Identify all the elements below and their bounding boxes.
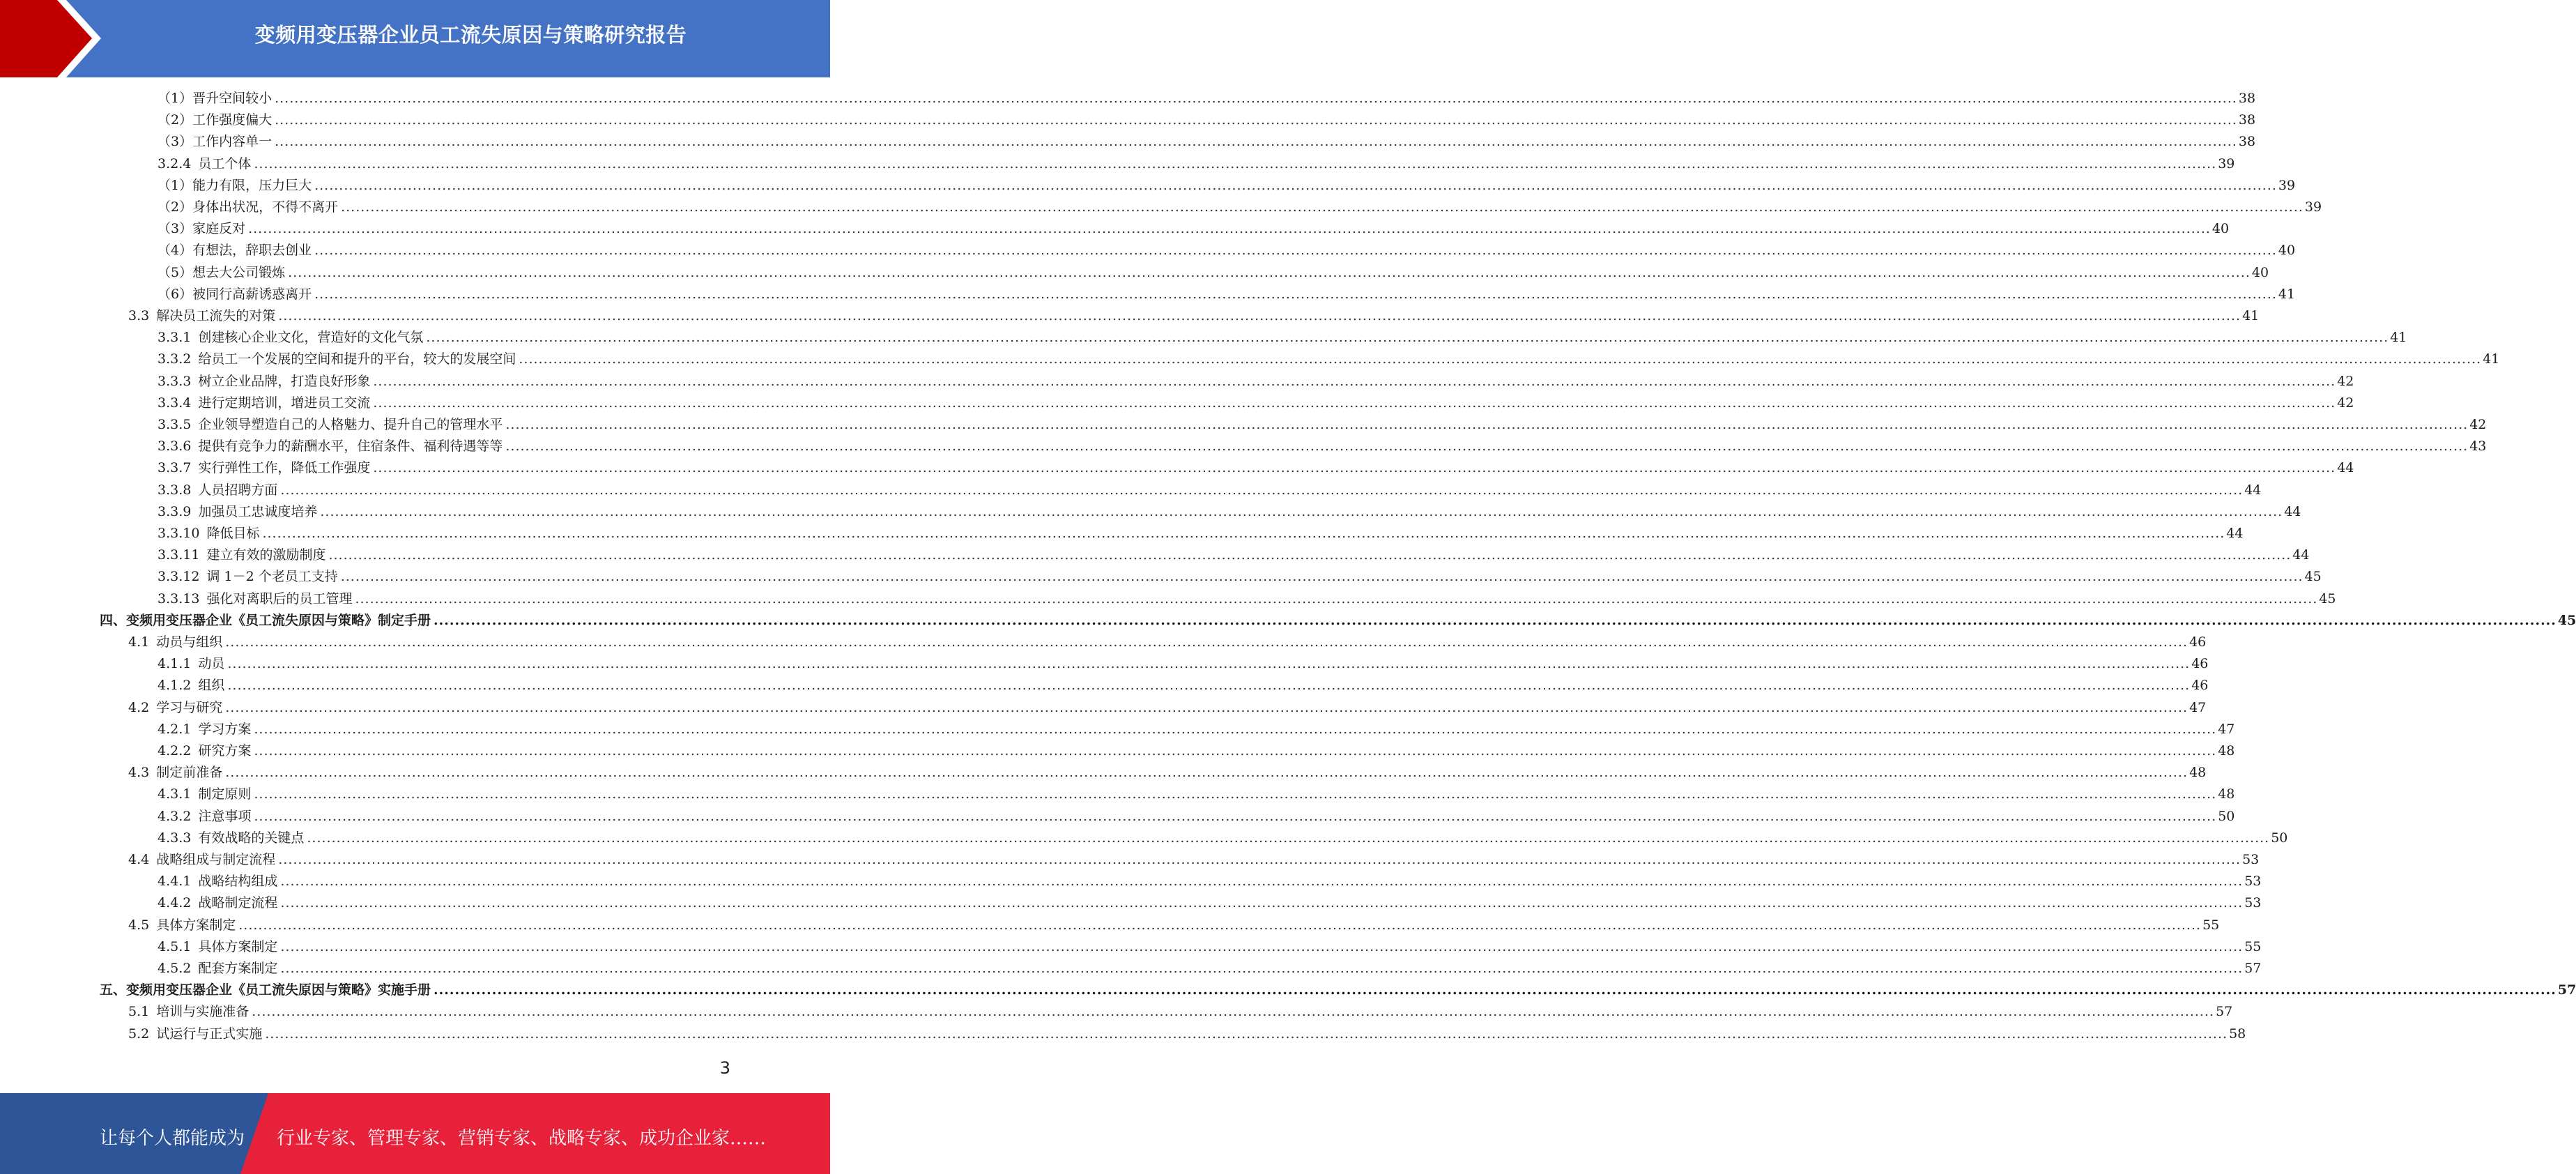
toc-entry[interactable] <box>100 980 2576 1000</box>
toc-entry[interactable] <box>128 850 2260 869</box>
toc-entry[interactable] <box>158 567 2322 586</box>
toc-entry-number: 4.3.2 <box>158 808 192 824</box>
toc-entry[interactable] <box>158 328 2407 347</box>
toc-entry[interactable] <box>158 480 2262 500</box>
toc-dot-leader: ................................................................................................................................................................................................................................................................................................................................................................................................................ <box>225 765 2188 781</box>
toc-entry-number: 3.3.2 <box>158 351 192 367</box>
toc-dot-leader: ................................................................................................................................................................................................................................................................................................................................................................................................................ <box>434 612 2556 628</box>
toc-entry-title: （2）身体出状况，不得不离开 <box>158 199 339 215</box>
toc-entry-number: 3.3.1 <box>158 330 192 346</box>
toc-entry-title: 解决员工流失的对策 <box>156 308 276 323</box>
toc-entry[interactable] <box>158 263 2269 282</box>
toc-entry-number: 4.5 <box>128 917 150 933</box>
toc-entry[interactable] <box>158 132 2256 151</box>
toc-entry-title: 动员 <box>198 656 225 672</box>
toc-entry-number: 3.3 <box>128 308 150 323</box>
toc-entry-page: 40 <box>2251 264 2269 280</box>
toc-entry-title: 加强员工忠诚度培养 <box>198 503 318 519</box>
toc-entry-number: 4.4.2 <box>158 895 192 911</box>
toc-entry-page: 39 <box>2278 177 2296 193</box>
toc-dot-leader: ................................................................................................................................................................................................................................................................................................................................................................................................................ <box>328 547 2292 563</box>
toc-entry-title: 强化对离职后的员工管理 <box>206 590 353 607</box>
toc-entry-title: （3）工作内容单一 <box>158 134 273 150</box>
toc-dot-leader: ................................................................................................................................................................................................................................................................................................................................................................................................................ <box>314 243 2277 259</box>
toc-entry-number: 3.3.6 <box>158 439 192 455</box>
toc-dot-leader: ................................................................................................................................................................................................................................................................................................................................................................................................................ <box>280 482 2244 498</box>
toc-entry[interactable] <box>158 741 2235 761</box>
toc-entry[interactable] <box>158 372 2354 391</box>
toc-entry-page: 44 <box>2226 526 2244 541</box>
toc-entry-page: 57 <box>2244 961 2262 976</box>
toc-entry-title: 注意事项 <box>198 808 252 824</box>
toc-entry[interactable] <box>158 458 2354 478</box>
toc-dot-leader: ................................................................................................................................................................................................................................................................................................................................................................................................................ <box>227 656 2191 672</box>
toc-entry[interactable] <box>158 589 2336 609</box>
toc-entry-title: 进行定期培训，增进员工交流 <box>198 395 371 411</box>
toc-dot-leader: ................................................................................................................................................................................................................................................................................................................................................................................................................ <box>519 351 2482 367</box>
toc-dot-leader: ................................................................................................................................................................................................................................................................................................................................................................................................................ <box>254 808 2217 824</box>
toc-dot-leader: ................................................................................................................................................................................................................................................................................................................................................................................................................ <box>505 439 2469 455</box>
toc-entry-title: （1）晋升空间较小 <box>158 91 273 106</box>
toc-entry-number: 4.2 <box>128 699 150 715</box>
toc-entry-title: 人员招聘方面 <box>198 482 278 498</box>
toc-entry-number: 4.2.1 <box>158 721 192 737</box>
toc-entry[interactable] <box>128 632 2207 652</box>
toc-entry[interactable] <box>128 763 2207 782</box>
toc-entry-title: 企业领导塑造自己的人格魅力、提升自己的管理水平 <box>198 417 503 432</box>
toc-entry-page: 47 <box>2218 721 2235 737</box>
toc-entry-page: 53 <box>2242 852 2260 867</box>
toc-entry-page: 50 <box>2218 808 2235 824</box>
toc-entry[interactable] <box>128 1002 2233 1021</box>
toc-entry[interactable] <box>100 611 2576 630</box>
toc-dot-leader: ................................................................................................................................................................................................................................................................................................................................................................................................................ <box>314 286 2277 302</box>
toc-entry[interactable] <box>158 154 2235 174</box>
toc-entry-number: 4.1 <box>128 634 150 650</box>
toc-entry-page: 48 <box>2218 743 2235 758</box>
toc-entry-page: 53 <box>2244 895 2262 911</box>
toc-entry[interactable] <box>158 937 2262 956</box>
toc-entry-title: 战略组成与制定流程 <box>156 852 276 867</box>
toc-entry[interactable] <box>158 110 2256 130</box>
toc-dot-leader: ................................................................................................................................................................................................................................................................................................................................................................................................................ <box>373 373 2336 389</box>
toc-entry[interactable] <box>158 241 2296 260</box>
toc-entry-title: 调 1－2 个老员工支持 <box>206 569 338 585</box>
toc-entry-page: 38 <box>2238 134 2256 150</box>
toc-dot-leader: ................................................................................................................................................................................................................................................................................................................................................................................................................ <box>252 1004 2215 1020</box>
toc-entry-number: 3.3.13 <box>158 590 200 607</box>
toc-entry-title: 四、变频用变压器企业《员工流失原因与策略》制定手册 <box>100 612 431 628</box>
toc-entry-page: 46 <box>2191 678 2209 694</box>
toc-entry[interactable] <box>158 893 2262 913</box>
toc-entry[interactable] <box>158 393 2354 413</box>
toc-entry-title: 配套方案制定 <box>198 961 278 976</box>
toc-dot-leader: ................................................................................................................................................................................................................................................................................................................................................................................................................ <box>280 895 2244 911</box>
toc-entry-page: 44 <box>2244 482 2262 498</box>
toc-entry[interactable] <box>158 828 2288 848</box>
toc-entry-page: 39 <box>2218 155 2235 171</box>
toc-entry[interactable] <box>158 415 2487 434</box>
toc-entry-number: 4.3 <box>128 765 150 781</box>
toc-entry-page: 40 <box>2278 243 2296 259</box>
toc-entry-number: 4.1.2 <box>158 678 192 694</box>
toc-entry[interactable] <box>158 176 2296 195</box>
toc-dot-leader: ................................................................................................................................................................................................................................................................................................................................................................................................................ <box>280 961 2244 976</box>
toc-entry-title: 战略结构组成 <box>198 874 278 890</box>
toc-dot-leader: ................................................................................................................................................................................................................................................................................................................................................................................................................ <box>355 590 2318 607</box>
toc-entry-title: （1）能力有限，压力巨大 <box>158 177 312 193</box>
toc-entry-number: 5.1 <box>128 1004 150 1020</box>
toc-entry-number: 3.3.5 <box>158 417 192 432</box>
toc-entry-title: （2）工作强度偏大 <box>158 112 273 128</box>
toc-entry-page: 42 <box>2469 417 2487 432</box>
toc-entry-page: 44 <box>2337 460 2354 476</box>
toc-entry-title: 具体方案制定 <box>198 938 278 954</box>
toc-entry-page: 45 <box>2319 590 2336 607</box>
toc-entry-title: （6）被同行高薪诱惑离开 <box>158 286 312 302</box>
toc-entry-number: 4.3.1 <box>158 786 192 802</box>
toc-entry-page: 42 <box>2337 373 2354 389</box>
toc-entry[interactable] <box>158 871 2262 891</box>
footer-slogan-left: 让每个人都能成为 <box>100 1128 245 1149</box>
toc-entry-number: 4.2.2 <box>158 743 192 758</box>
toc-dot-leader: ................................................................................................................................................................................................................................................................................................................................................................................................................ <box>307 830 2270 846</box>
toc-dot-leader: ................................................................................................................................................................................................................................................................................................................................................................................................................ <box>320 503 2283 519</box>
toc-entry-page: 50 <box>2271 830 2288 846</box>
toc-entry-title: 降低目标 <box>206 526 260 541</box>
toc-entry-page: 38 <box>2238 112 2256 128</box>
toc-dot-leader: ................................................................................................................................................................................................................................................................................................................................................................................................................ <box>254 721 2217 737</box>
toc-entry-page: 55 <box>2244 938 2262 954</box>
toc-entry-number: 3.2.4 <box>158 155 192 171</box>
toc-entry-title: 创建核心企业文化，营造好的文化气氛 <box>198 330 424 346</box>
toc-entry-number: 3.3.8 <box>158 482 192 498</box>
toc-dot-leader: ................................................................................................................................................................................................................................................................................................................................................................................................................ <box>254 786 2217 802</box>
toc-dot-leader: ................................................................................................................................................................................................................................................................................................................................................................................................................ <box>262 526 2225 541</box>
toc-entry[interactable] <box>158 959 2262 978</box>
toc-entry-title: 实行弹性工作，降低工作强度 <box>198 460 371 476</box>
toc-dot-leader: ................................................................................................................................................................................................................................................................................................................................................................................................................ <box>280 938 2244 954</box>
toc-entry-page: 48 <box>2218 786 2235 802</box>
toc-entry-page: 41 <box>2390 330 2407 346</box>
toc-entry-page: 39 <box>2304 199 2322 215</box>
toc-entry-title: 研究方案 <box>198 743 252 758</box>
toc-entry[interactable] <box>158 654 2209 673</box>
toc-entry-title: 试运行与正式实施 <box>156 1026 263 1042</box>
toc-entry-page: 55 <box>2202 917 2220 933</box>
toc-entry[interactable] <box>158 676 2209 695</box>
toc-entry-title: （3）家庭反对 <box>158 221 246 237</box>
toc-entry-number: 4.5.2 <box>158 961 192 976</box>
toc-dot-leader: ................................................................................................................................................................................................................................................................................................................................................................................................................ <box>314 177 2277 193</box>
toc-entry[interactable] <box>128 915 2220 935</box>
toc-dot-leader: ................................................................................................................................................................................................................................................................................................................................................................................................................ <box>275 112 2237 128</box>
toc-entry[interactable] <box>128 698 2207 717</box>
toc-entry-title: 组织 <box>198 678 225 694</box>
toc-entry-number: 3.3.12 <box>158 569 200 585</box>
page-number: 3 <box>719 1058 730 1078</box>
toc-dot-leader: ................................................................................................................................................................................................................................................................................................................................................................................................................ <box>275 134 2237 150</box>
toc-entry-page: 40 <box>2211 221 2230 237</box>
toc-entry[interactable] <box>158 349 2500 369</box>
toc-entry-page: 45 <box>2304 569 2322 585</box>
toc-entry-title: 五、变频用变压器企业《员工流失原因与策略》实施手册 <box>100 982 431 998</box>
toc-dot-leader: ................................................................................................................................................................................................................................................................................................................................................................................................................ <box>505 417 2469 432</box>
toc-entry[interactable] <box>158 284 2296 304</box>
toc-dot-leader: ................................................................................................................................................................................................................................................................................................................................................................................................................ <box>373 460 2336 476</box>
toc-entry-page: 44 <box>2292 547 2310 563</box>
toc-entry[interactable] <box>158 197 2322 217</box>
toc-entry-page: 45 <box>2557 612 2576 628</box>
page-footer <box>0 1093 830 1174</box>
toc-dot-leader: ................................................................................................................................................................................................................................................................................................................................................................................................................ <box>341 199 2303 215</box>
toc-dot-leader: ................................................................................................................................................................................................................................................................................................................................................................................................................ <box>426 330 2389 346</box>
page-header <box>0 0 830 77</box>
toc-dot-leader: ................................................................................................................................................................................................................................................................................................................................................................................................................ <box>288 264 2251 280</box>
toc-entry-title: （5）想去大公司锻炼 <box>158 264 286 280</box>
toc-entry-title: 有效战略的关键点 <box>198 830 305 846</box>
toc-entry[interactable] <box>158 784 2235 804</box>
document-title: 变频用变压器企业员工流失原因与策略研究报告 <box>254 23 687 47</box>
toc-entry-number: 3.3.9 <box>158 503 192 519</box>
toc-entry-title: 员工个体 <box>198 155 252 171</box>
toc-entry-title: 动员与组织 <box>156 634 223 650</box>
toc-entry-number: 4.4 <box>128 852 150 867</box>
toc-entry[interactable] <box>158 502 2301 521</box>
toc-dot-leader: ................................................................................................................................................................................................................................................................................................................................................................................................................ <box>278 852 2241 867</box>
toc-entry-page: 58 <box>2229 1026 2246 1042</box>
toc-dot-leader: ................................................................................................................................................................................................................................................................................................................................................................................................................ <box>373 395 2336 411</box>
toc-entry[interactable] <box>158 545 2310 565</box>
toc-dot-leader: ................................................................................................................................................................................................................................................................................................................................................................................................................ <box>248 221 2211 237</box>
toc-entry-number: 3.3.3 <box>158 373 192 389</box>
toc-entry-page: 41 <box>2278 286 2296 302</box>
toc-entry-title: 培训与实施准备 <box>156 1004 250 1020</box>
toc-entry-title: 战略制定流程 <box>198 895 278 911</box>
toc-entry-page: 41 <box>2242 308 2260 323</box>
toc-entry[interactable] <box>158 219 2230 238</box>
toc-entry[interactable] <box>158 436 2487 456</box>
toc-dot-leader: ................................................................................................................................................................................................................................................................................................................................................................................................................ <box>434 982 2556 998</box>
toc-entry-number: 4.3.3 <box>158 830 192 846</box>
toc-entry[interactable] <box>128 306 2260 326</box>
toc-entry-title: 学习方案 <box>198 721 252 737</box>
toc-entry-title: 具体方案制定 <box>156 917 236 933</box>
toc-dot-leader: ................................................................................................................................................................................................................................................................................................................................................................................................................ <box>265 1026 2228 1042</box>
toc-entry[interactable] <box>158 89 2256 108</box>
toc-entry-page: 53 <box>2244 874 2262 890</box>
toc-entry-page: 41 <box>2483 351 2500 367</box>
toc-dot-leader: ................................................................................................................................................................................................................................................................................................................................................................................................................ <box>340 569 2303 585</box>
toc-dot-leader: ................................................................................................................................................................................................................................................................................................................................................................................................................ <box>227 678 2191 694</box>
toc-entry-page: 42 <box>2337 395 2354 411</box>
toc-entry[interactable] <box>158 807 2235 826</box>
toc-dot-leader: ................................................................................................................................................................................................................................................................................................................................................................................................................ <box>225 634 2188 650</box>
toc-entry-page: 43 <box>2469 439 2487 455</box>
footer-slogan-right: 行业专家、管理专家、营销专家、战略专家、成功企业家…… <box>277 1128 767 1149</box>
toc-dot-leader: ................................................................................................................................................................................................................................................................................................................................................................................................................ <box>254 155 2217 171</box>
toc-entry-page: 46 <box>2191 656 2209 672</box>
toc-dot-leader: ................................................................................................................................................................................................................................................................................................................................................................................................................ <box>238 917 2202 933</box>
toc-entry[interactable] <box>158 719 2235 739</box>
toc-entry-page: 48 <box>2189 765 2207 781</box>
toc-dot-leader: ................................................................................................................................................................................................................................................................................................................................................................................................................ <box>225 699 2188 715</box>
toc-entry-page: 57 <box>2557 982 2576 998</box>
toc-entry-page: 44 <box>2284 503 2301 519</box>
toc-entry-page: 38 <box>2238 91 2256 106</box>
toc-dot-leader: ................................................................................................................................................................................................................................................................................................................................................................................................................ <box>278 308 2241 323</box>
toc-entry[interactable] <box>128 1024 2246 1044</box>
toc-entry-number: 3.3.10 <box>158 526 200 541</box>
toc-entry-number: 4.1.1 <box>158 656 192 672</box>
toc-entry[interactable] <box>158 524 2244 543</box>
toc-entry-title: 树立企业品牌，打造良好形象 <box>198 373 371 389</box>
toc-entry-title: （4）有想法，辞职去创业 <box>158 243 312 259</box>
toc-entry-page: 57 <box>2216 1004 2233 1020</box>
toc-entry-title: 建立有效的激励制度 <box>206 547 326 563</box>
toc-entry-number: 3.3.7 <box>158 460 192 476</box>
toc-entry-title: 制定前准备 <box>156 765 223 781</box>
toc-entry-title: 给员工一个发展的空间和提升的平台，较大的发展空间 <box>198 351 516 367</box>
toc-dot-leader: ................................................................................................................................................................................................................................................................................................................................................................................................................ <box>275 91 2237 106</box>
toc-entry-title: 学习与研究 <box>156 699 223 715</box>
toc-entry-page: 47 <box>2189 699 2207 715</box>
toc-entry-number: 4.5.1 <box>158 938 192 954</box>
toc-entry-page: 46 <box>2189 634 2207 650</box>
toc-entry-title: 提供有竞争力的薪酬水平，住宿条件、福利待遇等等 <box>198 439 503 455</box>
toc-dot-leader: ................................................................................................................................................................................................................................................................................................................................................................................................................ <box>280 874 2244 890</box>
toc-entry-title: 制定原则 <box>198 786 252 802</box>
toc-dot-leader: ................................................................................................................................................................................................................................................................................................................................................................................................................ <box>254 743 2217 758</box>
toc-entry-number: 4.4.1 <box>158 874 192 890</box>
toc-entry-number: 5.2 <box>128 1026 150 1042</box>
toc-entry-number: 3.3.4 <box>158 395 192 411</box>
toc-entry-number: 3.3.11 <box>158 547 200 563</box>
